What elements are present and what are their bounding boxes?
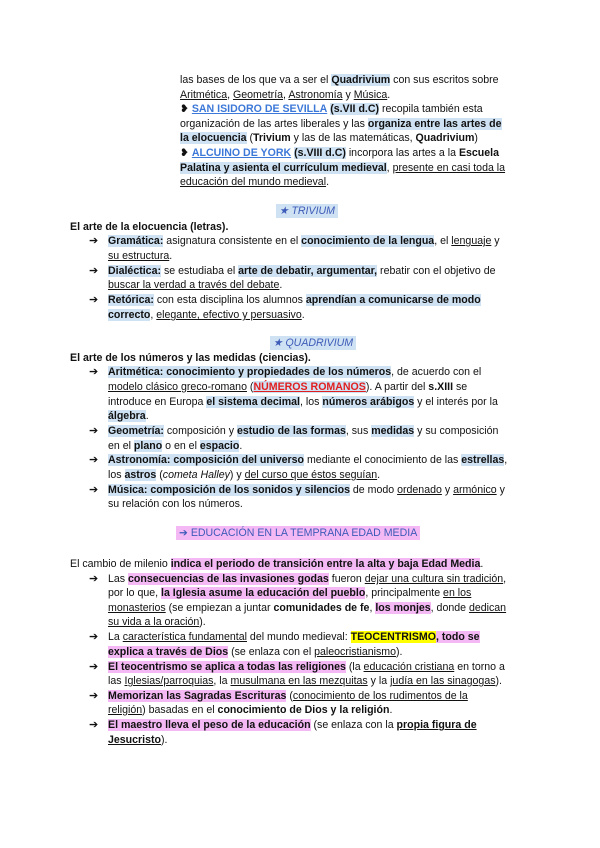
aritmetica-line-3: introduce en Europa el sistema decimal, los números arábigos y el interés por la (108, 396, 498, 408)
religiones-line-2: las Iglesias/parroquias, la musulmana en las mezquitas y la judía en las sinagogas). (108, 675, 502, 687)
arrow-icon: ➔ (89, 294, 99, 306)
geometria-line-1: Geometría: composición y estudio de las formas, sus medidas y su composición (108, 425, 499, 437)
astronomia-line-1: Astronomía: composición del universo mediante el conocimiento de las estrellas, (108, 454, 508, 466)
religiones-line-1: El teocentrismo se aplica a todas las religiones (la educación cristiana en torno a (108, 661, 505, 673)
edad-media-heading: ➔ EDUCACIÓN EN LA TEMPRANA EDAD MEDIA (176, 526, 420, 540)
gramatica-line-1: Gramática: asignatura consistente en el conocimiento de la lengua, el lenguaje y (108, 235, 500, 247)
gramatica-line-2: su estructura. (108, 250, 173, 262)
aritmetica-line-2: modelo clásico greco-romano (NÚMEROS ROMANOS). A partir del s.XIII se (108, 381, 468, 393)
musica-line-2: su relación con los números. (108, 498, 243, 510)
arrow-icon: ➔ (89, 366, 99, 378)
text: las bases de los que va a ser el (180, 74, 332, 86)
intro-line-1 (180, 73, 499, 87)
bullet-icon: ❥ (180, 103, 189, 115)
teocentrismo-line-2: explica a través de Dios (se enlaza con el paleocristianismo). (108, 646, 403, 658)
intro-line-8: educación del mundo medieval. (180, 176, 330, 188)
bullet-icon: ❥ (180, 147, 189, 159)
astronomia-line-2: los astros (cometa Halley) y del curso que éstos seguían. (108, 469, 381, 481)
arrow-icon: ➔ (89, 425, 99, 437)
arrow-icon: ➔ (89, 454, 99, 466)
aritmetica-link: Aritmética (180, 89, 228, 101)
arrow-icon: ➔ (89, 631, 99, 643)
alcuino-link[interactable]: ALCUINO DE YORK (191, 147, 292, 159)
geometria-link: Geometría (232, 89, 284, 101)
escrituras-line-1: Memorizan las Sagradas Escrituras (conocimiento de los rudimentos de la (108, 690, 468, 702)
arrow-icon: ➔ (89, 484, 99, 496)
godas-line-2: por lo que, la Iglesia asume la educación del pueblo, principalmente en los (108, 587, 472, 599)
alcuino-line: ❥ ALCUINO DE YORK (s.VIII d.C) incorpora las artes a la Escuela (180, 147, 499, 159)
retorica-line-1: Retórica: con esta disciplina los alumnos aprendían a comunicarse de modo (108, 294, 481, 306)
arrow-icon: ➔ (89, 690, 99, 702)
arrow-icon: ➔ (89, 661, 99, 673)
arrow-icon: ➔ (89, 265, 99, 277)
isidoro-line (180, 102, 483, 116)
retorica-line-2: correcto, elegante, efectivo y persuasivo. (108, 309, 305, 321)
aritmetica-line-1: Aritmética: conocimiento y propiedades de los números, de acuerdo con el (108, 366, 482, 378)
organiza-term: organiza entre las artes de (367, 118, 502, 130)
arrow-icon: ➔ (89, 573, 99, 585)
dialectica-line-2: buscar la verdad a través del debate. (108, 279, 283, 291)
intro-line-7: Palatina y asienta el currículum medieval, presente en casi toda la (180, 162, 506, 174)
intro-line-5: la elocuencia (Trivium y las de las matemáticas, Quadrivium) (180, 132, 478, 144)
maestro-line-1: El maestro lleva el peso de la educación (se enlaza con la propia figura de (108, 719, 477, 731)
edad-media-intro: El cambio de milenio indica el periodo de transición entre la alta y baja Edad Media. (70, 558, 484, 570)
intro-line-2: Aritmética, Geometría, Astronomía y Música. (180, 89, 391, 101)
quadrivium-title: El arte de los números y las medidas (ciencias). (70, 352, 311, 364)
text: con sus escritos sobre (390, 74, 499, 86)
text: recopila también esta (379, 103, 483, 115)
isidoro-date: (s.VII d.C) (330, 103, 380, 115)
musica-line-1: Música: composición de los sonidos y silencios de modo ordenado y armónico y (108, 484, 505, 496)
quadrivium-term: Quadrivium (331, 74, 391, 86)
aritmetica-line-4: álgebra. (108, 410, 149, 422)
astronomia-link: Astronomía (288, 89, 343, 101)
geometria-line-2: en el plano o en el espacio. (108, 440, 243, 452)
trivium-title: El arte de la elocuencia (letras). (70, 221, 229, 233)
alcuino-date: (s.VIII d.C) (294, 147, 346, 159)
trivium-heading: ★ TRIVIUM (276, 204, 338, 218)
godas-line-3: monasterios (se empiezan a juntar comunidades de fe, los monjes, donde dedican (108, 602, 507, 614)
arrow-icon: ➔ (89, 719, 99, 731)
intro-line-4: organización de las artes liberales y las organiza entre las artes de (180, 118, 502, 130)
godas-line-4: su vida a la oración). (108, 616, 206, 628)
maestro-line-2: Jesucristo). (108, 734, 168, 746)
isidoro-link[interactable]: SAN ISIDORO DE SEVILLA (191, 103, 328, 115)
escrituras-line-2: religión) basadas en el conocimiento de Dios y la religión. (108, 704, 393, 716)
teocentrismo-line-1: La característica fundamental del mundo medieval: TEOCENTRISMO, todo se (108, 631, 480, 643)
quadrivium-heading: ★ QUADRIVIUM (270, 336, 356, 350)
arrow-icon: ➔ (89, 235, 99, 247)
dialectica-line-1: Dialéctica: se estudiaba el arte de debatir, argumentar, rebatir con el objetivo de (108, 265, 496, 277)
godas-line-1: Las consecuencias de las invasiones godas fueron dejar una cultura sin tradición, (108, 573, 507, 585)
musica-link: Música (353, 89, 388, 101)
